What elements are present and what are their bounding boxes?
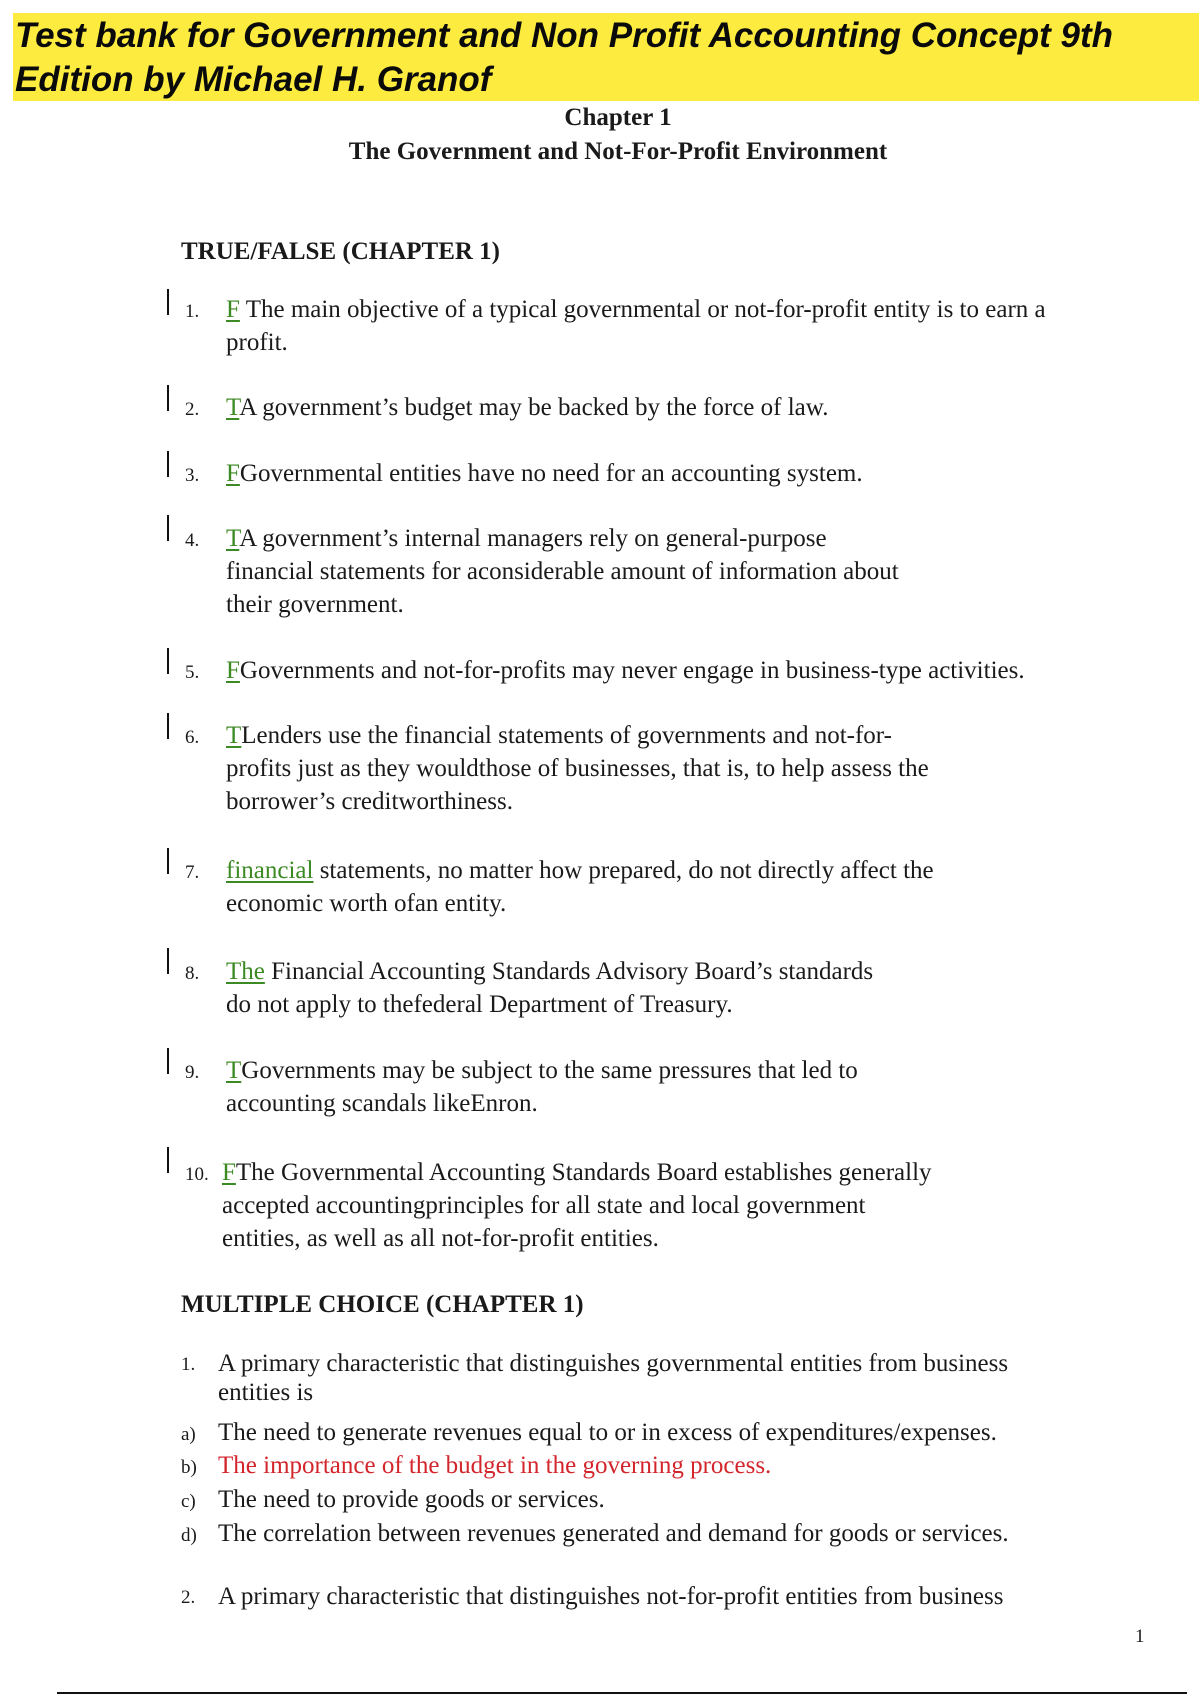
revision-bar xyxy=(167,515,169,541)
answer-key: financial xyxy=(226,857,314,884)
multiple-choice-heading: MULTIPLE CHOICE (CHAPTER 1) xyxy=(181,1291,584,1318)
question-text: profit. xyxy=(226,329,288,356)
option-label: d) xyxy=(181,1525,197,1546)
question-number: 7. xyxy=(185,862,200,883)
answer-key: F xyxy=(222,1159,236,1186)
tf-question-9 xyxy=(185,1054,858,1120)
mc-question-2 xyxy=(181,1582,1003,1611)
answer-key: F xyxy=(226,460,240,487)
option-label: c) xyxy=(181,1491,196,1512)
option-text: The need to generate revenues equal to or in excess of expenditures/expenses. xyxy=(218,1419,997,1446)
revision-bar xyxy=(167,713,169,739)
question-text: Governments may be subject to the same pressures that led to xyxy=(241,1057,858,1084)
question-number: 1. xyxy=(185,301,200,322)
answer-key: F xyxy=(226,296,240,323)
option-label: b) xyxy=(181,1457,197,1478)
question-number: 10. xyxy=(185,1164,209,1185)
tf-question-3 xyxy=(185,457,863,490)
question-text: A primary characteristic that distinguishes governmental entities from business xyxy=(218,1350,1009,1377)
revision-bar xyxy=(167,1147,169,1173)
question-text: profits just as they wouldthose of businesses, that is, to help assess the xyxy=(226,755,929,782)
answer-key: T xyxy=(226,525,240,552)
revision-bar xyxy=(167,385,169,411)
question-number: 5. xyxy=(185,662,200,683)
question-text: entities is xyxy=(218,1379,314,1406)
revision-bar xyxy=(167,948,169,974)
question-text: their government. xyxy=(226,591,404,618)
tf-question-10 xyxy=(185,1156,932,1255)
answer-key: T xyxy=(226,1057,242,1084)
question-number: 3. xyxy=(185,465,200,486)
question-text: The Governmental Accounting Standards Board establishes generally xyxy=(235,1159,932,1186)
mc-question-1 xyxy=(181,1349,1008,1407)
answer-key: T xyxy=(226,394,240,421)
footer-divider xyxy=(57,1692,1187,1694)
question-text: A government’s budget may be backed by the force of law. xyxy=(239,394,829,421)
question-number: 1. xyxy=(181,1354,196,1375)
page-number: 1 xyxy=(1135,1626,1145,1647)
question-text: entities, as well as all not-for-profit entities. xyxy=(222,1225,659,1252)
question-number: 6. xyxy=(185,727,200,748)
tf-question-7 xyxy=(185,854,934,920)
question-text: The main objective of a typical governmental or not-for-profit entity is to earn a xyxy=(239,296,1046,323)
question-text: Governments and not-for-profits may never engage in business-type activities. xyxy=(239,657,1025,684)
mc-option-c xyxy=(181,1483,605,1518)
option-text: The importance of the budget in the governing process. xyxy=(218,1452,772,1479)
tf-question-8 xyxy=(185,955,873,1021)
mc-option-b-correct xyxy=(181,1449,771,1484)
answer-key: F xyxy=(226,657,240,684)
question-text: A primary characteristic that distinguishes not-for-profit entities from business xyxy=(218,1583,1004,1610)
option-label: a) xyxy=(181,1424,196,1445)
question-number: 8. xyxy=(185,963,200,984)
question-text: do not apply to thefederal Department of Treasury. xyxy=(226,991,733,1018)
revision-bar xyxy=(167,451,169,477)
question-text: statements, no matter how prepared, do not directly affect the xyxy=(313,857,934,884)
question-number: 2. xyxy=(181,1587,196,1608)
revision-bar xyxy=(167,289,169,315)
question-text: economic worth ofan entity. xyxy=(226,890,507,917)
true-false-heading: TRUE/FALSE (CHAPTER 1) xyxy=(181,238,501,265)
question-text: Financial Accounting Standards Advisory Board’s standards xyxy=(264,958,874,985)
tf-question-5 xyxy=(185,654,1025,687)
question-number: 2. xyxy=(185,399,200,420)
question-text: accepted accountingprinciples for all state and local government xyxy=(222,1192,866,1219)
question-number: 9. xyxy=(185,1062,200,1083)
title-banner xyxy=(13,13,1199,101)
answer-key: The xyxy=(226,958,265,985)
question-text: Lenders use the financial statements of governments and not-for- xyxy=(241,722,892,749)
mc-option-d xyxy=(181,1517,1009,1552)
question-text: financial statements for aconsiderable amount of information about xyxy=(226,558,899,585)
tf-question-6 xyxy=(185,719,929,818)
question-number: 4. xyxy=(185,530,200,551)
tf-question-2 xyxy=(185,391,828,424)
question-text: accounting scandals likeEnron. xyxy=(226,1090,538,1117)
banner-title-line-2: Edition by Michael H. Granof xyxy=(15,60,492,99)
option-text: The correlation between revenues generated and demand for goods or services. xyxy=(218,1520,1009,1547)
revision-bar xyxy=(167,648,169,674)
chapter-number: Chapter 1 xyxy=(564,104,672,131)
answer-key: T xyxy=(226,722,242,749)
revision-bar xyxy=(167,1048,169,1074)
question-text: borrower’s creditworthiness. xyxy=(226,788,513,815)
mc-option-a xyxy=(181,1416,997,1451)
option-text: The need to provide goods or services. xyxy=(218,1486,605,1513)
question-text: Governmental entities have no need for an accounting system. xyxy=(239,460,863,487)
tf-question-1 xyxy=(185,293,1046,359)
chapter-title: The Government and Not-For-Profit Environment xyxy=(348,138,888,165)
banner-title-line-1: Test bank for Government and Non Profit Accounting Concept 9th xyxy=(15,16,1114,55)
revision-bar xyxy=(167,848,169,874)
question-text: A government’s internal managers rely on general-purpose xyxy=(239,525,827,552)
tf-question-4 xyxy=(185,522,899,621)
